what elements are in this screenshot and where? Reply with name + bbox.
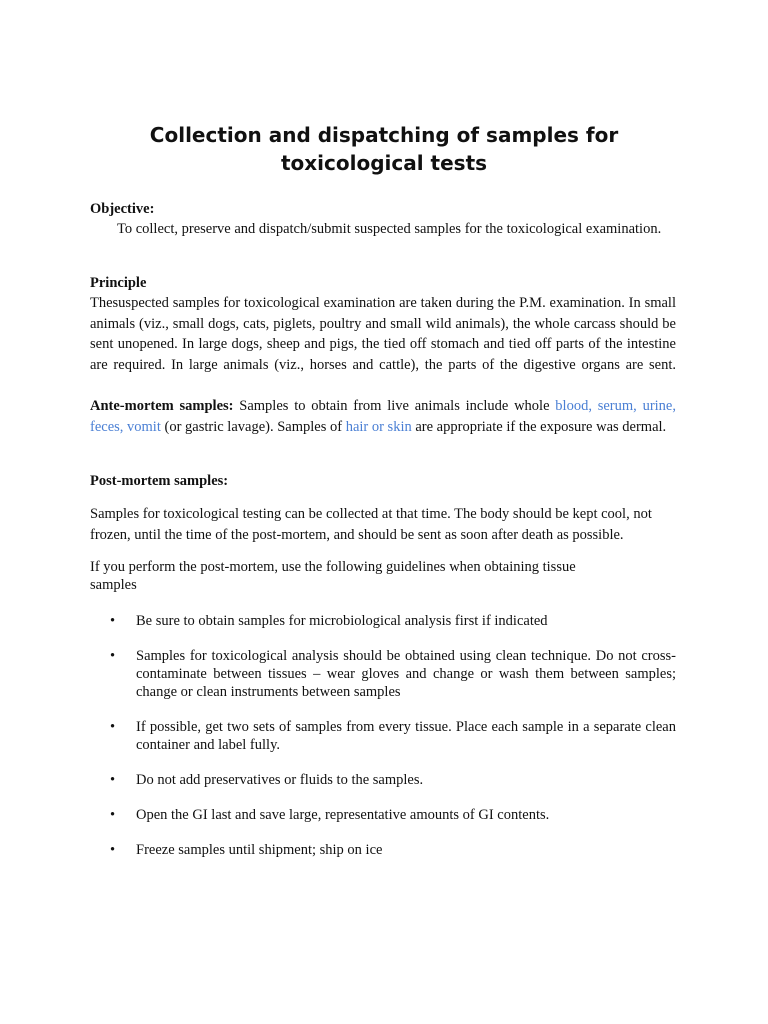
page-title: Collection and dispatching of samples for toxicological tests — [149, 123, 619, 175]
bullet-icon: • — [110, 772, 116, 788]
antemortem-sample-link-2[interactable]: hair or skin — [345, 418, 412, 435]
list-item — [90, 612, 676, 630]
list-item-text: Open the GI last and save large, representative amounts of GI contents. — [136, 807, 550, 823]
antemortem-text-1: Samples to obtain from live animals include whole — [233, 398, 556, 414]
list-item-text: If possible, get two sets of samples from every tissue. Place each sample in a separate clean container and label fully. — [136, 719, 676, 753]
antemortem-paragraph — [90, 396, 676, 437]
list-item-text: Do not add preservatives or fluids to the samples. — [136, 772, 424, 788]
list-item-text: Freeze samples until shipment; ship on ice — [136, 842, 383, 858]
list-item-text: Samples for toxicological analysis should be obtained using clean technique. Do not cross-contaminate between tissues – wear gloves and change or wash them between samples; change or clean instruments between samples — [136, 648, 676, 700]
guidelines-intro: If you perform the post-mortem, use the following guidelines when obtaining tissue samples — [90, 559, 576, 593]
bullet-icon: • — [110, 613, 116, 629]
bullet-icon: • — [110, 719, 116, 735]
postmortem-paragraph: Samples for toxicological testing can be collected at that time. The body should be kept cool, not frozen, until the time of the post-mortem, and should be sent as soon after death as possible. — [90, 506, 652, 543]
bullet-icon: • — [110, 807, 116, 823]
bullet-icon: • — [110, 842, 116, 858]
list-item — [90, 771, 676, 789]
antemortem-sample-link-1[interactable]: blood, serum, urine, feces, vomit — [90, 398, 676, 435]
bullet-icon: • — [110, 648, 116, 664]
antemortem-text-2: (or gastric lavage). Samples of — [160, 418, 346, 435]
list-item — [90, 718, 676, 754]
list-item — [90, 841, 676, 859]
objective-text: To collect, preserve and dispatch/submit suspected samples for the toxicological examination. — [117, 221, 662, 237]
list-item — [90, 806, 676, 824]
antemortem-text-3: are appropriate if the exposure was dermal. — [411, 418, 667, 435]
list-item-text: Be sure to obtain samples for microbiological analysis first if indicated — [136, 613, 548, 629]
principle-heading: Principle — [90, 275, 147, 291]
postmortem-heading: Post-mortem samples: — [90, 473, 229, 489]
objective-heading: Objective: — [90, 201, 155, 217]
principle-text: Thesuspected samples for toxicological examination are taken during the P.M. examination. In small animals (viz., small dogs, cats, piglets, poultry and small wild animals), the whole carcass should be sent unopened. In large dogs, sheep and pigs, the tied off stomach and tied off parts of the intestine are required. In large animals (viz., horses and cattle), the parts of the digestive organs are sent. — [90, 295, 676, 373]
list-item — [90, 647, 676, 701]
antemortem-label: Ante-mortem samples: — [90, 398, 234, 414]
